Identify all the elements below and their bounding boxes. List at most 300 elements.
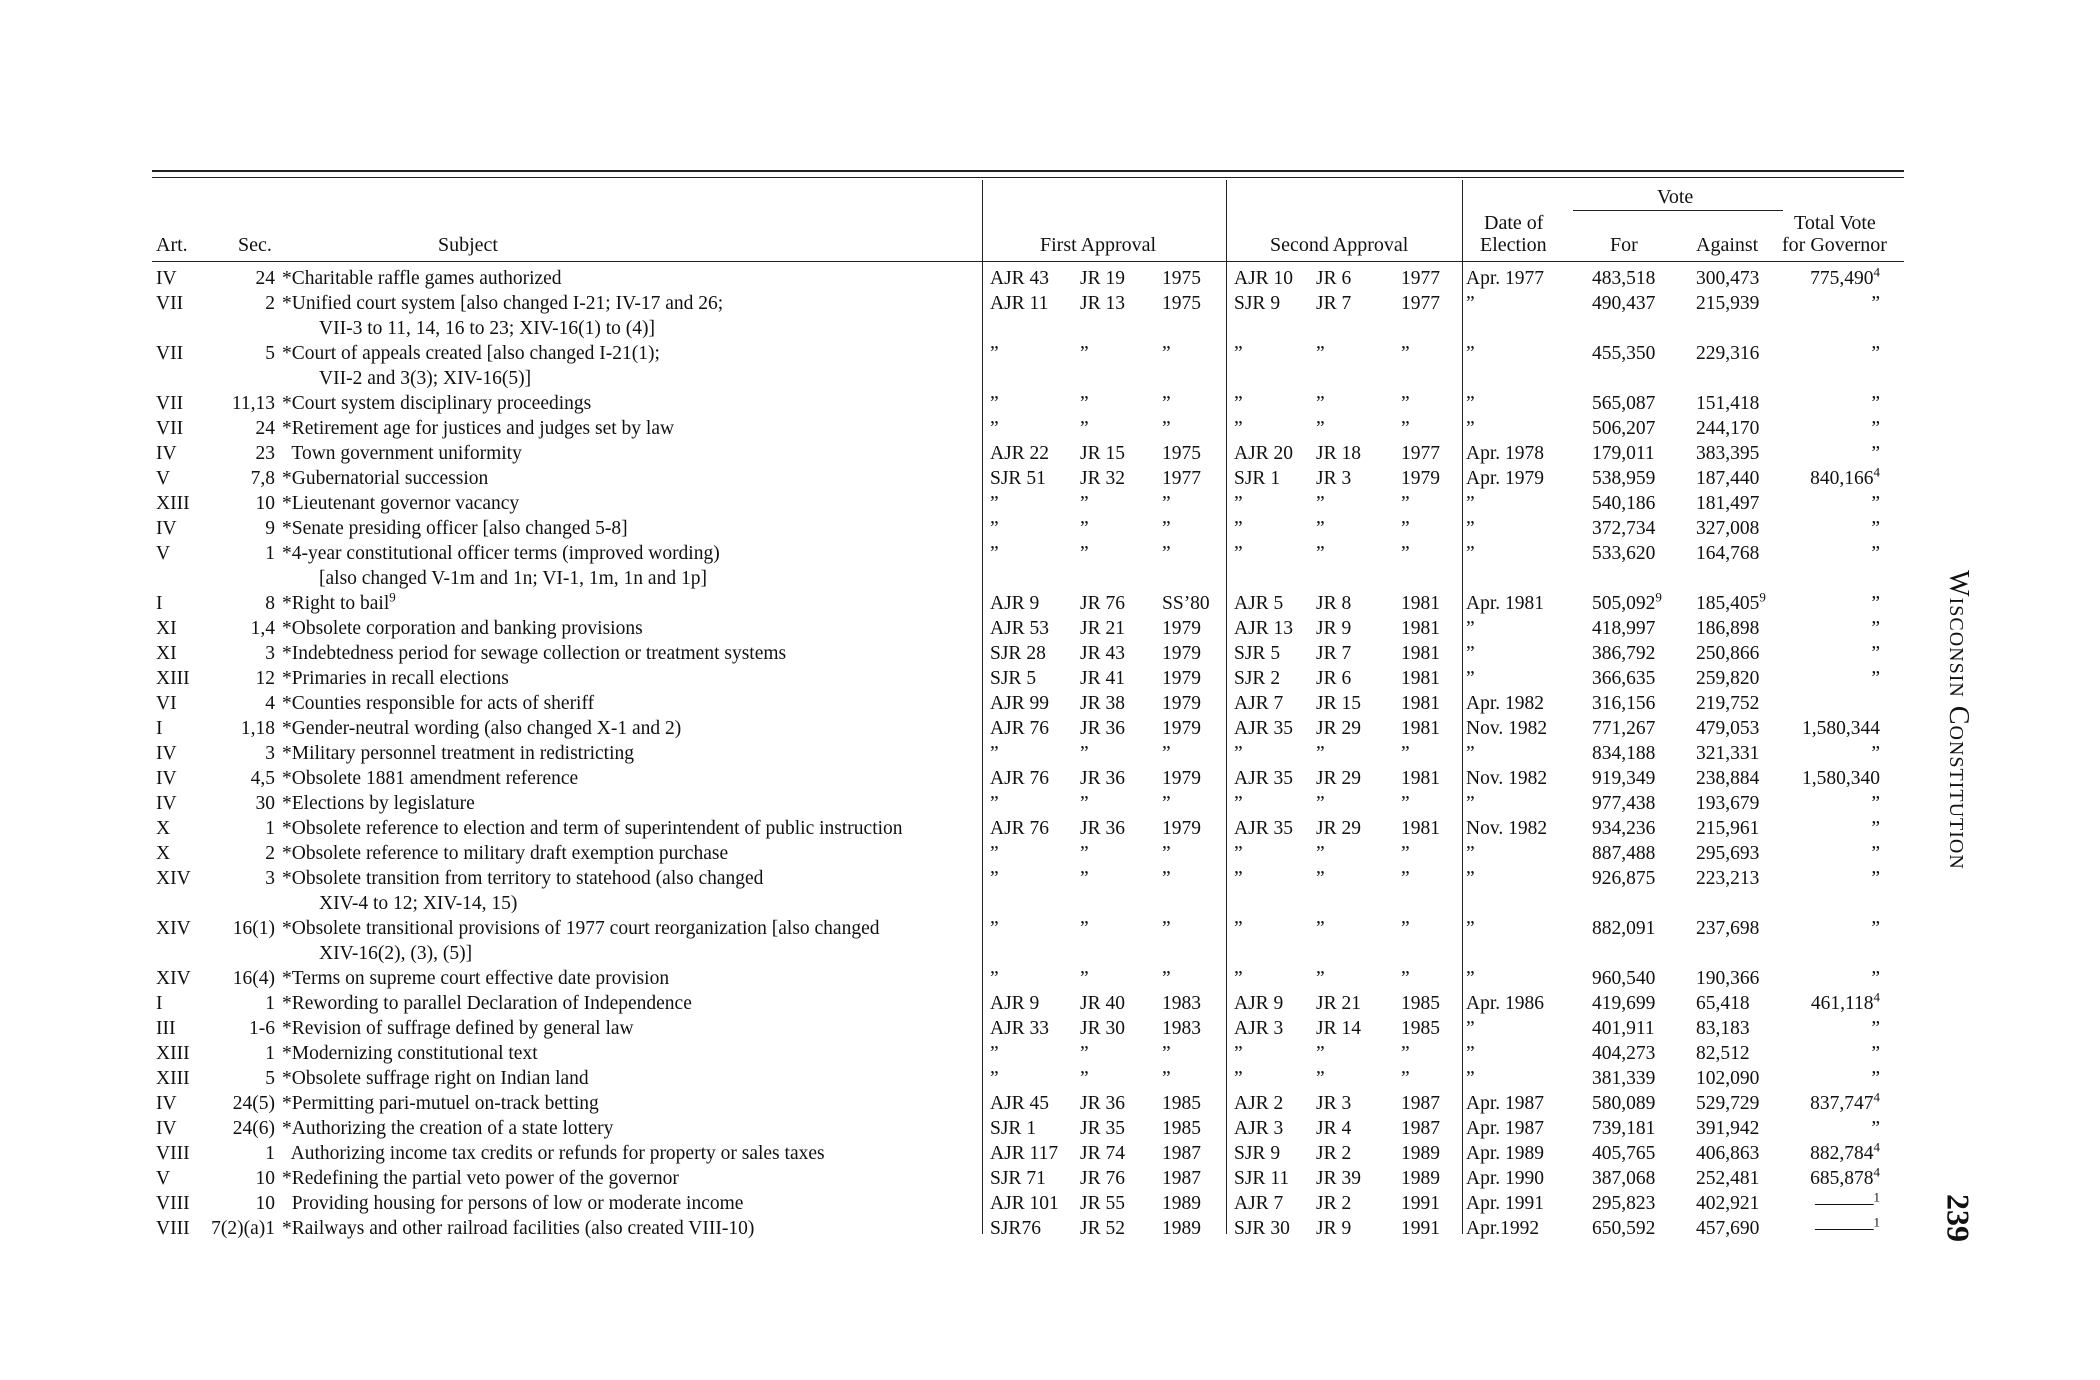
total-vote-cell xyxy=(1871,916,1880,941)
second-approval-year-cell-text: 1981 xyxy=(1401,593,1440,614)
total-vote-cell xyxy=(1871,666,1880,691)
subject-text: *Obsolete reference to military draft exemption purchase xyxy=(282,843,729,864)
second-approval-bill-cell xyxy=(1234,1066,1243,1091)
section-cell-text: 24 xyxy=(255,268,275,289)
total-vote-cell xyxy=(1810,1141,1880,1166)
first-approval-year-cell xyxy=(1162,491,1171,516)
total-vote-cell-text: 685,878 xyxy=(1810,1168,1874,1189)
first-approval-jr-cell-text: ” xyxy=(1080,518,1089,539)
second-approval-bill-cell-text: ” xyxy=(1234,343,1243,364)
vote-against-cell xyxy=(1696,441,1759,466)
header-first-approval: First Approval xyxy=(1040,234,1157,256)
second-approval-year-cell-text: 1981 xyxy=(1401,718,1440,739)
first-approval-year-cell xyxy=(1162,791,1171,816)
election-date-cell xyxy=(1466,1041,1475,1066)
section-cell xyxy=(265,691,275,716)
election-date-cell-text: ” xyxy=(1466,293,1475,314)
subject-text: *4-year constitutional officer terms (improved wording) xyxy=(282,543,720,564)
second-approval-bill-cell-text: AJR 20 xyxy=(1234,443,1294,464)
second-approval-year-cell-text: 1977 xyxy=(1401,293,1440,314)
vote-against-cell-text: 102,090 xyxy=(1696,1068,1760,1089)
total-vote-cell xyxy=(1815,1216,1880,1241)
vote-against-cell xyxy=(1696,1166,1759,1191)
section-cell-text: 12 xyxy=(255,668,275,689)
first-approval-jr-cell-text: JR 74 xyxy=(1080,1143,1125,1164)
election-date-cell-text: ” xyxy=(1466,543,1475,564)
total-vote-cell xyxy=(1810,1166,1880,1191)
second-approval-jr-cell-text: JR 39 xyxy=(1316,1168,1361,1189)
second-approval-year-cell-text: 1977 xyxy=(1401,268,1440,289)
subject-text: *Lieutenant governor vacancy xyxy=(282,493,520,514)
election-date-cell-text: ” xyxy=(1466,1043,1475,1064)
vote-for-cell xyxy=(1592,341,1655,366)
section-cell-text: 1 xyxy=(265,1043,275,1064)
first-approval-year-cell-text: 1979 xyxy=(1162,768,1201,789)
footnote-marker: 1 xyxy=(1873,1189,1880,1205)
header-election: Election xyxy=(1480,234,1547,256)
second-approval-bill-cell xyxy=(1234,641,1280,666)
second-approval-year-cell xyxy=(1401,441,1440,466)
vote-for-cell xyxy=(1592,1016,1655,1041)
total-vote-cell-text: ” xyxy=(1871,1118,1880,1139)
first-approval-bill-cell-text: AJR 45 xyxy=(990,1093,1050,1114)
section-cell xyxy=(211,1216,275,1241)
article-cell-text: IV xyxy=(156,768,177,789)
second-approval-year-cell xyxy=(1401,966,1410,991)
footnote-marker: 4 xyxy=(1873,1164,1880,1180)
header-subject: Subject xyxy=(438,234,498,256)
vote-for-cell-text: 295,823 xyxy=(1592,1193,1656,1214)
second-approval-jr-cell-text: JR 2 xyxy=(1316,1193,1352,1214)
vote-for-cell xyxy=(1592,441,1655,466)
first-approval-year-cell xyxy=(1162,591,1210,616)
election-date-cell xyxy=(1466,541,1475,566)
first-approval-jr-cell xyxy=(1080,1166,1125,1191)
section-cell-text: 5 xyxy=(265,343,275,364)
first-approval-year-cell-text: 1979 xyxy=(1162,618,1201,639)
section-cell xyxy=(256,1166,276,1191)
total-vote-cell-text: ——— xyxy=(1815,1218,1874,1239)
total-vote-cell-text: ” xyxy=(1871,643,1880,664)
second-approval-bill-cell xyxy=(1234,666,1280,691)
total-vote-cell-text: ” xyxy=(1871,968,1880,989)
subject-text: *Redefining the partial veto power of the governor xyxy=(282,1168,679,1189)
election-date-cell-text: Apr. 1982 xyxy=(1466,693,1544,714)
vote-for-cell-text: 650,592 xyxy=(1592,1218,1656,1239)
second-approval-year-cell xyxy=(1401,1066,1410,1091)
second-approval-bill-cell-text: SJR 30 xyxy=(1234,1218,1290,1239)
total-vote-cell-text: ” xyxy=(1871,393,1880,414)
vote-against-cell-text: 479,053 xyxy=(1696,718,1760,739)
article-cell-text: XIV xyxy=(156,868,191,889)
first-approval-year-cell xyxy=(1162,291,1201,316)
total-vote-cell xyxy=(1802,766,1880,791)
election-date-cell xyxy=(1466,616,1475,641)
second-approval-jr-cell xyxy=(1316,841,1325,866)
vote-against-cell-text: 187,440 xyxy=(1696,468,1760,489)
section-cell-text: 16(4) xyxy=(232,968,275,989)
first-approval-bill-cell-text: AJR 22 xyxy=(990,443,1050,464)
footnote-marker: 9 xyxy=(1759,589,1766,605)
section-cell xyxy=(265,541,275,566)
second-approval-bill-cell-text: ” xyxy=(1234,543,1243,564)
section-cell-text: 1 xyxy=(265,993,275,1014)
subject-continuation-text: XIV-4 to 12; XIV-14, 15) xyxy=(319,893,518,914)
article-cell-text: X xyxy=(156,843,171,864)
first-approval-year-cell xyxy=(1162,616,1201,641)
second-approval-jr-cell xyxy=(1316,816,1361,841)
subject-text: *Rewording to parallel Declaration of Independence xyxy=(282,993,692,1014)
first-approval-bill-cell-text: ” xyxy=(990,793,999,814)
table-row xyxy=(0,816,2100,841)
first-approval-bill-cell xyxy=(990,816,1049,841)
second-approval-year-cell xyxy=(1401,691,1440,716)
second-approval-bill-cell-text: AJR 13 xyxy=(1234,618,1294,639)
table-row xyxy=(0,591,2100,616)
second-approval-bill-cell xyxy=(1234,866,1243,891)
first-approval-year-cell-text: ” xyxy=(1162,918,1171,939)
vote-against-cell-text: 250,866 xyxy=(1696,643,1760,664)
second-approval-jr-cell-text: ” xyxy=(1316,493,1325,514)
first-approval-year-cell xyxy=(1162,1016,1201,1041)
second-approval-year-cell-text: 1985 xyxy=(1401,1018,1440,1039)
first-approval-jr-cell xyxy=(1080,991,1125,1016)
first-approval-year-cell xyxy=(1162,516,1171,541)
second-approval-jr-cell xyxy=(1316,466,1351,491)
election-date-cell-text: Apr.1992 xyxy=(1466,1218,1540,1239)
vote-against-cell xyxy=(1696,691,1759,716)
footnote-marker: 4 xyxy=(1873,989,1880,1005)
first-approval-year-cell xyxy=(1162,841,1171,866)
second-approval-year-cell xyxy=(1401,1091,1440,1116)
total-vote-cell xyxy=(1810,1091,1880,1116)
first-approval-bill-cell-text: ” xyxy=(990,843,999,864)
table-row xyxy=(0,341,2100,391)
subject-continuation-text: [also changed V-1m and 1n; VI-1, 1m, 1n and 1p] xyxy=(319,568,707,589)
election-date-cell-text: ” xyxy=(1466,493,1475,514)
second-approval-jr-cell xyxy=(1316,616,1351,641)
subject-cell xyxy=(282,866,763,916)
first-approval-year-cell xyxy=(1162,691,1201,716)
first-approval-jr-cell xyxy=(1080,541,1089,566)
first-approval-bill-cell xyxy=(990,966,999,991)
first-approval-year-cell-text: 1983 xyxy=(1162,993,1201,1014)
election-date-cell xyxy=(1466,991,1544,1016)
election-date-cell-text: ” xyxy=(1466,643,1475,664)
vote-for-cell-text: 405,765 xyxy=(1592,1143,1656,1164)
vote-for-cell xyxy=(1592,1066,1655,1091)
article-cell xyxy=(156,666,190,691)
second-approval-jr-cell-text: JR 3 xyxy=(1316,1093,1352,1114)
article-cell-text: V xyxy=(156,468,171,489)
article-cell xyxy=(156,1091,177,1116)
article-cell-text: XIII xyxy=(156,668,190,689)
vote-for-cell xyxy=(1592,1141,1655,1166)
subject-cell xyxy=(282,466,488,491)
second-approval-bill-cell xyxy=(1234,816,1293,841)
vote-for-cell xyxy=(1592,266,1655,291)
subject-cell xyxy=(282,741,634,766)
second-approval-jr-cell-text: JR 6 xyxy=(1316,268,1352,289)
election-date-cell-text: Apr. 1979 xyxy=(1466,468,1544,489)
election-date-cell-text: Apr. 1987 xyxy=(1466,1118,1544,1139)
section-cell xyxy=(256,416,276,441)
first-approval-bill-cell-text: ” xyxy=(990,418,999,439)
total-vote-cell xyxy=(1871,416,1880,441)
vote-against-cell-text: 190,366 xyxy=(1696,968,1760,989)
first-approval-year-cell xyxy=(1162,666,1201,691)
election-date-cell xyxy=(1466,291,1475,316)
second-approval-year-cell xyxy=(1401,741,1410,766)
vote-for-cell xyxy=(1592,866,1655,891)
first-approval-bill-cell xyxy=(990,516,999,541)
article-cell xyxy=(156,741,177,766)
section-cell xyxy=(265,741,275,766)
second-approval-bill-cell xyxy=(1234,1091,1283,1116)
vote-against-cell-text: 237,698 xyxy=(1696,918,1760,939)
vote-against-cell-text: 229,316 xyxy=(1696,343,1760,364)
second-approval-year-cell xyxy=(1401,541,1410,566)
second-approval-bill-cell xyxy=(1234,991,1283,1016)
election-date-cell xyxy=(1466,741,1475,766)
section-cell xyxy=(233,1116,275,1141)
section-cell-text: 16(1) xyxy=(232,918,275,939)
table-body xyxy=(0,266,2100,1241)
second-approval-jr-cell-text: ” xyxy=(1316,968,1325,989)
total-vote-cell-text: ” xyxy=(1871,343,1880,364)
subject-text: *Counties responsible for acts of sheriff xyxy=(282,693,595,714)
second-approval-jr-cell-text: ” xyxy=(1316,543,1325,564)
first-approval-year-cell xyxy=(1162,766,1201,791)
subject-cell xyxy=(282,341,660,391)
subject-text: *Terms on supreme court effective date provision xyxy=(282,968,670,989)
table-row xyxy=(0,491,2100,516)
section-cell-text: 2 xyxy=(265,843,275,864)
first-approval-jr-cell xyxy=(1080,916,1089,941)
second-approval-bill-cell xyxy=(1234,841,1243,866)
first-approval-jr-cell-text: JR 35 xyxy=(1080,1118,1125,1139)
first-approval-jr-cell-text: ” xyxy=(1080,1068,1089,1089)
subject-cell xyxy=(282,491,519,516)
second-approval-year-cell-text: 1979 xyxy=(1401,468,1440,489)
election-date-cell-text: Apr. 1987 xyxy=(1466,1093,1544,1114)
second-approval-year-cell-text: 1981 xyxy=(1401,618,1440,639)
second-approval-bill-cell xyxy=(1234,766,1293,791)
subject-text: *Charitable raffle games authorized xyxy=(282,268,562,289)
first-approval-jr-cell xyxy=(1080,391,1089,416)
first-approval-jr-cell xyxy=(1080,741,1089,766)
election-date-cell xyxy=(1466,441,1544,466)
second-approval-bill-cell xyxy=(1234,1141,1280,1166)
first-approval-bill-cell-text: ” xyxy=(990,543,999,564)
section-cell-text: 10 xyxy=(255,493,275,514)
vote-for-cell-text: 419,699 xyxy=(1592,993,1656,1014)
vote-for-cell xyxy=(1592,716,1655,741)
section-cell-text: 4 xyxy=(265,693,275,714)
first-approval-bill-cell-text: AJR 76 xyxy=(990,718,1050,739)
vote-against-cell xyxy=(1696,791,1759,816)
table-row xyxy=(0,791,2100,816)
first-approval-year-cell-text: 1985 xyxy=(1162,1093,1201,1114)
first-approval-year-cell xyxy=(1162,341,1171,366)
first-approval-jr-cell-text: ” xyxy=(1080,543,1089,564)
first-approval-bill-cell-text: ” xyxy=(990,1068,999,1089)
first-approval-bill-cell-text: ” xyxy=(990,1043,999,1064)
first-approval-year-cell-text: ” xyxy=(1162,543,1171,564)
vote-for-cell-text: 580,089 xyxy=(1592,1093,1656,1114)
first-approval-jr-cell-text: JR 30 xyxy=(1080,1018,1125,1039)
vote-for-cell xyxy=(1592,741,1655,766)
first-approval-jr-cell xyxy=(1080,1066,1089,1091)
election-date-cell xyxy=(1466,416,1475,441)
first-approval-year-cell-text: 1987 xyxy=(1162,1143,1201,1164)
first-approval-jr-cell-text: ” xyxy=(1080,493,1089,514)
first-approval-year-cell-text: ” xyxy=(1162,868,1171,889)
vote-against-cell-text: 300,473 xyxy=(1696,268,1760,289)
total-vote-cell xyxy=(1871,741,1880,766)
vote-for-cell xyxy=(1592,666,1655,691)
table-row xyxy=(0,691,2100,716)
second-approval-jr-cell-text: JR 7 xyxy=(1316,643,1352,664)
vote-against-cell xyxy=(1696,916,1759,941)
section-cell-text: 10 xyxy=(255,1168,275,1189)
article-cell xyxy=(156,616,177,641)
vote-for-cell-text: 179,011 xyxy=(1592,443,1655,464)
page-number xyxy=(1938,1178,1978,1258)
subject-text: *Court system disciplinary proceedings xyxy=(282,393,592,414)
second-approval-jr-cell-text: JR 14 xyxy=(1316,1018,1361,1039)
subject-continuation-text: VII-3 to 11, 14, 16 to 23; XIV-16(1) to (4)] xyxy=(319,318,655,339)
first-approval-year-cell xyxy=(1162,466,1201,491)
vote-against-cell xyxy=(1696,641,1759,666)
vote-against-cell-text: 391,942 xyxy=(1696,1118,1760,1139)
total-vote-cell-text: 1,580,340 xyxy=(1802,768,1880,789)
second-approval-bill-cell xyxy=(1234,916,1243,941)
running-title-text: Wisconsin Constitution xyxy=(1943,570,1974,870)
section-cell-text: 2 xyxy=(265,293,275,314)
first-approval-bill-cell-text: AJR 99 xyxy=(990,693,1050,714)
second-approval-jr-cell xyxy=(1316,441,1361,466)
vote-against-cell-text: 238,884 xyxy=(1696,768,1760,789)
second-approval-year-cell-text: ” xyxy=(1401,418,1410,439)
table-row xyxy=(0,441,2100,466)
vote-for-cell xyxy=(1592,516,1655,541)
second-approval-jr-cell-text: JR 6 xyxy=(1316,668,1352,689)
subject-text: *Railways and other railroad facilities (also created VIII-10) xyxy=(282,1218,755,1239)
first-approval-bill-cell xyxy=(990,1141,1058,1166)
first-approval-year-cell-text: 1983 xyxy=(1162,1018,1201,1039)
second-approval-jr-cell xyxy=(1316,291,1351,316)
vote-for-cell-text: 505,092 xyxy=(1592,593,1656,614)
election-date-cell-text: Apr. 1977 xyxy=(1466,268,1544,289)
second-approval-bill-cell xyxy=(1234,391,1243,416)
second-approval-year-cell-text: ” xyxy=(1401,918,1410,939)
election-date-cell-text: Apr. 1989 xyxy=(1466,1143,1544,1164)
second-approval-bill-cell-text: SJR 2 xyxy=(1234,668,1281,689)
first-approval-jr-cell-text: JR 32 xyxy=(1080,468,1125,489)
second-approval-jr-cell xyxy=(1316,866,1325,891)
subject-cell xyxy=(282,266,562,291)
second-approval-bill-cell-text: ” xyxy=(1234,743,1243,764)
header-vote: Vote xyxy=(1657,186,1694,208)
article-cell-text: IV xyxy=(156,268,177,289)
article-cell-text: VI xyxy=(156,693,177,714)
second-approval-year-cell-text: ” xyxy=(1401,743,1410,764)
vote-against-cell xyxy=(1696,341,1759,366)
table-row xyxy=(0,291,2100,341)
second-approval-bill-cell-text: SJR 9 xyxy=(1234,1143,1281,1164)
second-approval-bill-cell xyxy=(1234,1016,1283,1041)
first-approval-jr-cell xyxy=(1080,291,1125,316)
first-approval-year-cell-text: 1975 xyxy=(1162,293,1201,314)
subject-cell xyxy=(282,1066,589,1091)
vote-against-cell xyxy=(1696,466,1759,491)
section-cell-text: 1 xyxy=(265,543,275,564)
vote-for-cell xyxy=(1592,391,1655,416)
second-approval-year-cell xyxy=(1401,816,1440,841)
total-vote-cell-text: ” xyxy=(1871,1068,1880,1089)
second-approval-year-cell-text: 1977 xyxy=(1401,443,1440,464)
election-date-cell-text: ” xyxy=(1466,743,1475,764)
election-date-cell-text: ” xyxy=(1466,618,1475,639)
total-vote-cell-text: ” xyxy=(1871,668,1880,689)
section-cell xyxy=(265,841,275,866)
vote-against-cell xyxy=(1696,741,1759,766)
vote-for-cell-text: 926,875 xyxy=(1592,868,1656,889)
header-for: For xyxy=(1610,234,1638,256)
table-row xyxy=(0,1066,2100,1091)
first-approval-year-cell-text: ” xyxy=(1162,743,1171,764)
first-approval-bill-cell xyxy=(990,1216,1041,1241)
first-approval-year-cell-text: ” xyxy=(1162,793,1171,814)
vote-against-cell xyxy=(1696,591,1766,616)
article-cell xyxy=(156,916,191,941)
total-vote-cell-text: ” xyxy=(1871,743,1880,764)
vote-against-cell-text: 295,693 xyxy=(1696,843,1760,864)
second-approval-bill-cell-text: SJR 9 xyxy=(1234,293,1281,314)
total-vote-cell-text: ” xyxy=(1871,543,1880,564)
vote-for-cell xyxy=(1592,466,1655,491)
second-approval-year-cell-text: 1981 xyxy=(1401,768,1440,789)
article-cell-text: IV xyxy=(156,1118,177,1139)
section-cell-text: 24(5) xyxy=(232,1093,275,1114)
article-cell-text: VII xyxy=(156,393,184,414)
article-cell xyxy=(156,641,177,666)
subject-cell xyxy=(282,641,786,666)
vote-against-cell-text: 383,395 xyxy=(1696,443,1760,464)
second-approval-bill-cell-text: AJR 5 xyxy=(1234,593,1284,614)
vote-against-cell xyxy=(1696,841,1759,866)
first-approval-bill-cell-text: ” xyxy=(990,393,999,414)
total-vote-cell xyxy=(1871,841,1880,866)
first-approval-bill-cell-text: ” xyxy=(990,743,999,764)
first-approval-jr-cell-text: ” xyxy=(1080,343,1089,364)
vote-for-cell-text: 565,087 xyxy=(1592,393,1656,414)
second-approval-year-cell-text: ” xyxy=(1401,518,1410,539)
first-approval-jr-cell xyxy=(1080,791,1089,816)
second-approval-bill-cell-text: ” xyxy=(1234,493,1243,514)
vote-against-cell xyxy=(1696,866,1759,891)
vote-for-cell-text: 387,068 xyxy=(1592,1168,1656,1189)
subject-text: *Revision of suffrage defined by general law xyxy=(282,1018,634,1039)
subject-text: *Retirement age for justices and judges set by law xyxy=(282,418,675,439)
election-date-cell xyxy=(1466,716,1547,741)
subject-cell xyxy=(282,691,594,716)
section-cell xyxy=(251,466,275,491)
second-approval-bill-cell xyxy=(1234,341,1243,366)
election-date-cell-text: Apr. 1990 xyxy=(1466,1168,1544,1189)
section-cell xyxy=(265,591,275,616)
